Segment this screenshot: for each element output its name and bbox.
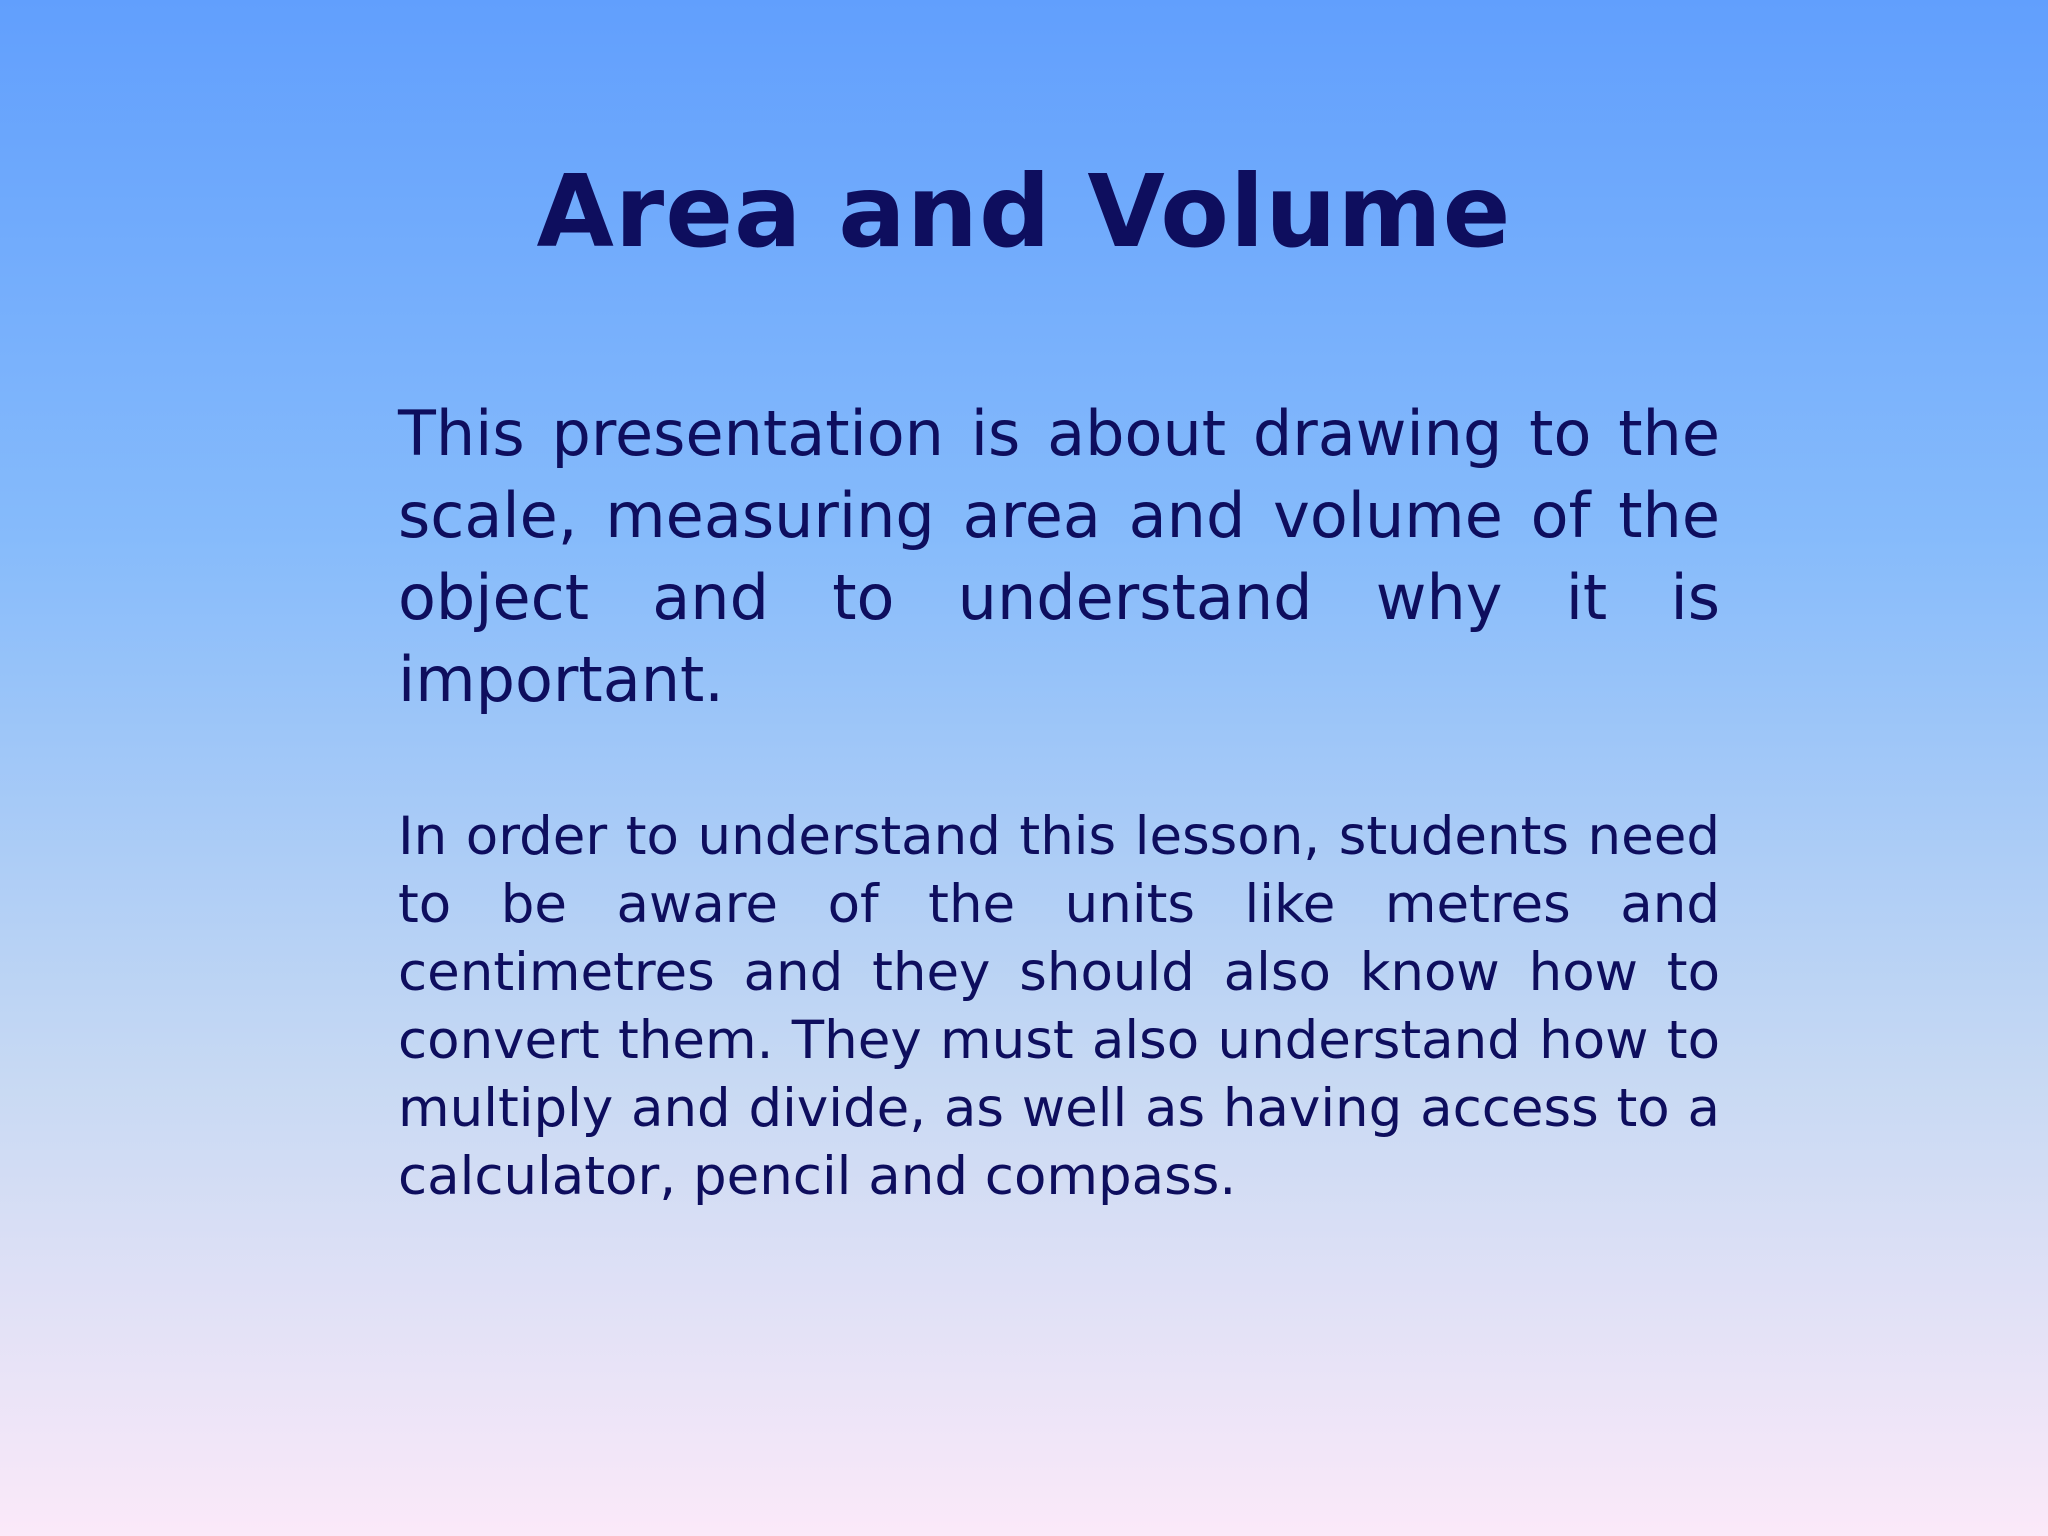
prerequisites-paragraph: In order to understand this lesson, students need to be aware of the units like metres and centimetres and they should also know how to convert them. They must also understand how to multiply and divide, as well as having access to a calculator, pencil and compass. [398, 806, 1720, 1207]
intro-paragraph: This presentation is about drawing to the scale, measuring area and volume of the object and to understand why it is important. [398, 397, 1720, 716]
slide-title: Area and Volume [536, 153, 1512, 270]
